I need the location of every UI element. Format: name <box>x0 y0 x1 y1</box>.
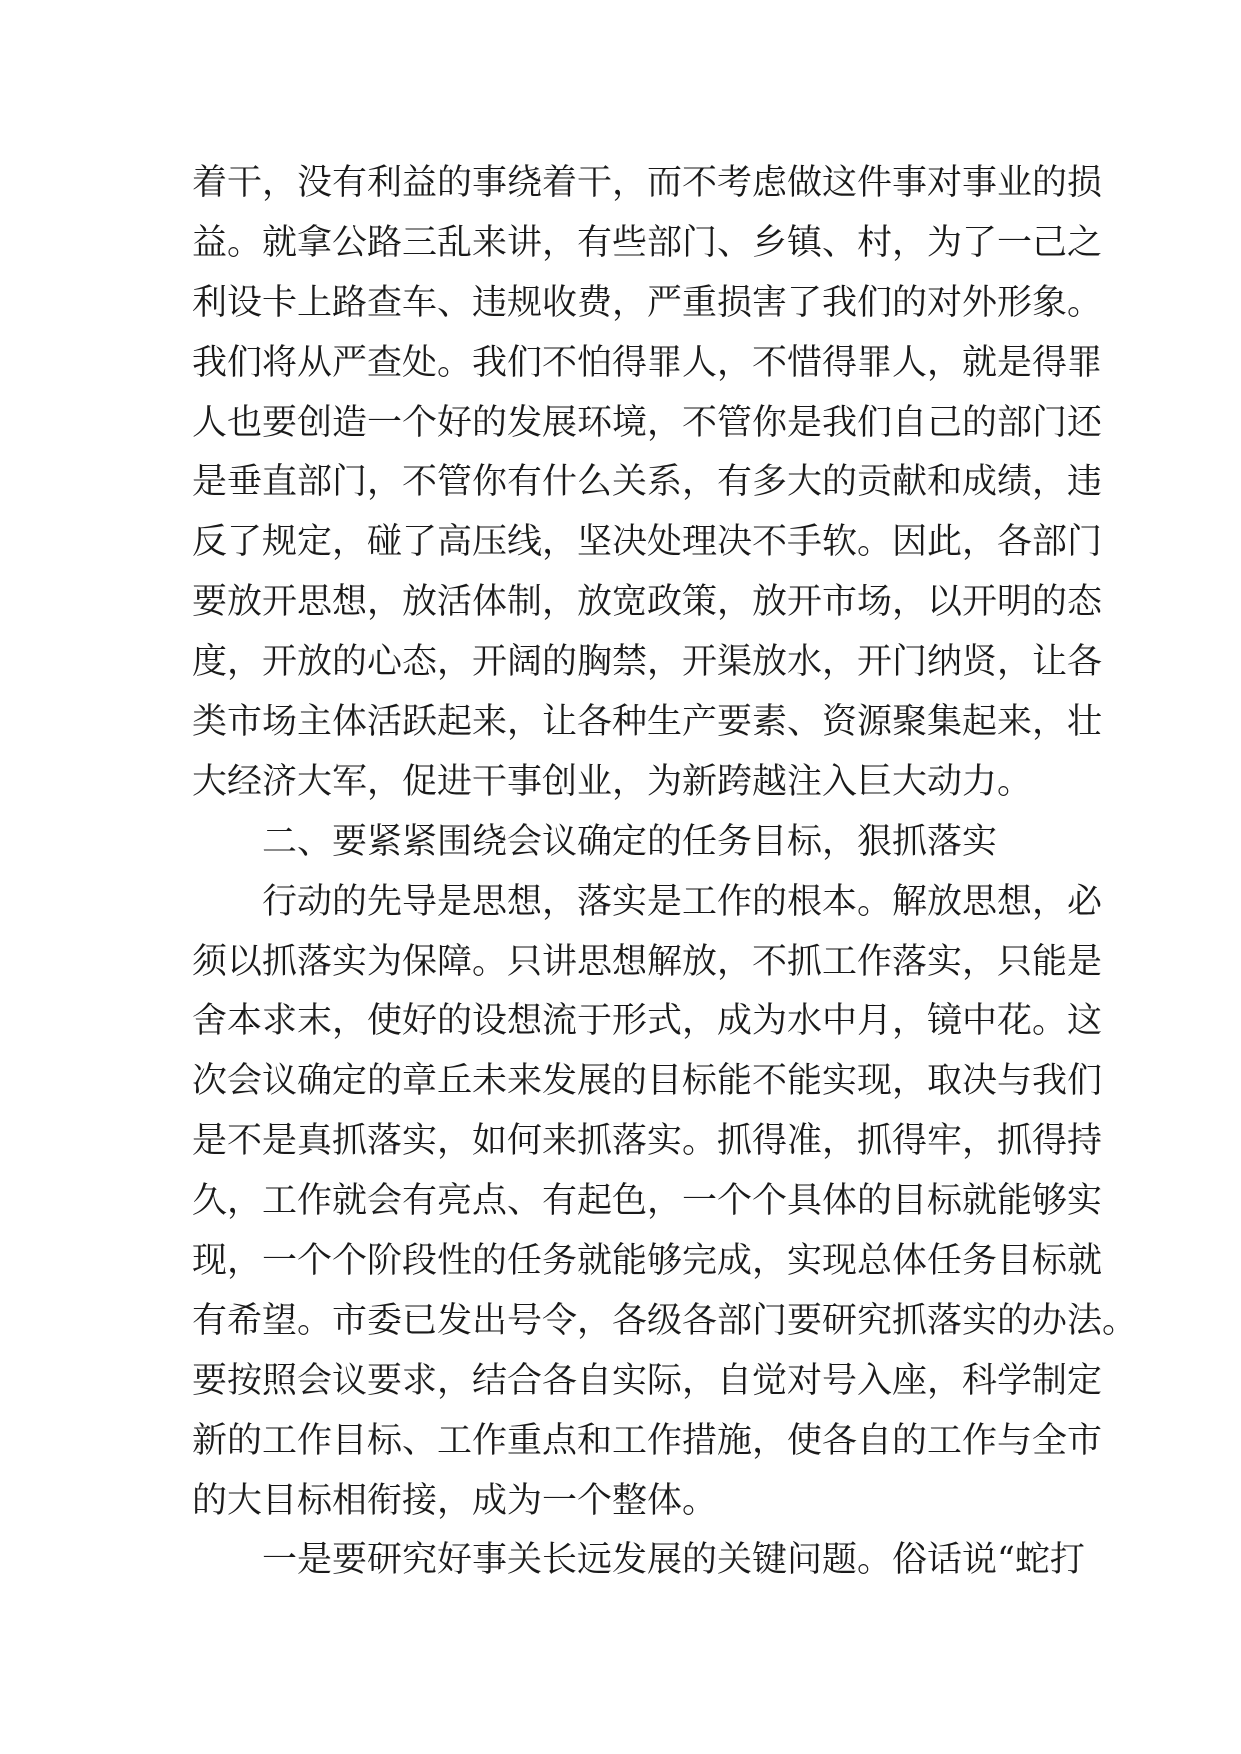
text-line: 着干，没有利益的事绕着干，而不考虑做这件事对事业的损 <box>192 163 1103 203</box>
document-body <box>192 154 1138 1591</box>
text-line: 现，一个个阶段性的任务就能够完成，实现总体任务目标就 <box>192 1241 1103 1282</box>
text-line: 要放开思想，放活体制，放宽政策，放开市场，以开明的态 <box>192 582 1103 623</box>
text-line: 我们将从严查处。我们不怕得罪人，不惜得罪人，就是得罪 <box>192 342 1103 383</box>
text-line: 是垂直部门，不管你有什么关系，有多大的贡献和成绩，违 <box>192 462 1103 503</box>
paragraph-2 <box>192 873 1138 1532</box>
text-line: 新的工作目标、工作重点和工作措施，使各自的工作与全市 <box>192 1420 1103 1461</box>
text-line: 次会议确定的章丘未来发展的目标能不能实现，取决与我们 <box>192 1061 1103 1102</box>
text-line: 利设卡上路查车、违规收费，严重损害了我们的对外形象。 <box>192 282 1103 323</box>
section-heading <box>192 813 1052 873</box>
text-line: 是不是真抓落实，如何来抓落实。抓得准，抓得牢，抓得持 <box>192 1121 1103 1162</box>
text-line: 人也要创造一个好的发展环境，不管你是我们自己的部门还 <box>192 402 1103 443</box>
heading-line: 二、要紧紧围绕会议确定的任务目标，狠抓落实 <box>262 821 998 862</box>
text-line: 的大目标相衔接，成为一个整体。 <box>192 1480 718 1521</box>
text-line: 有希望。市委已发出号令，各级各部门要研究抓落实的办法。 <box>192 1300 1138 1341</box>
paragraph-3 <box>192 1531 1085 1591</box>
text-line: 舍本求末，使好的设想流于形式，成为水中月，镜中花。这 <box>192 1001 1103 1042</box>
text-line: 益。就拿公路三乱来讲，有些部门、乡镇、村，为了一己之 <box>192 222 1103 263</box>
text-line: 类市场主体活跃起来，让各种生产要素、资源聚集起来，壮 <box>192 702 1103 743</box>
text-line: 须以抓落实为保障。只讲思想解放，不抓工作落实，只能是 <box>192 941 1103 982</box>
text-line: 反了规定，碰了高压线，坚决处理决不手软。因此，各部门 <box>192 522 1103 563</box>
text-line: 一是要研究好事关长远发展的关键问题。俗话说“蛇打 <box>262 1540 1085 1581</box>
text-line: 大经济大军，促进干事创业，为新跨越注入巨大动力。 <box>192 761 1033 802</box>
text-line: 要按照会议要求，结合各自实际，自觉对号入座，科学制定 <box>192 1360 1103 1401</box>
text-line: 行动的先导是思想，落实是工作的根本。解放思想，必 <box>262 881 1103 922</box>
paragraph-1 <box>192 154 1103 813</box>
text-line: 度，开放的心态，开阔的胸禁，开渠放水，开门纳贤，让各 <box>192 642 1103 683</box>
text-line: 久，工作就会有亮点、有起色，一个个具体的目标就能够实 <box>192 1181 1103 1222</box>
